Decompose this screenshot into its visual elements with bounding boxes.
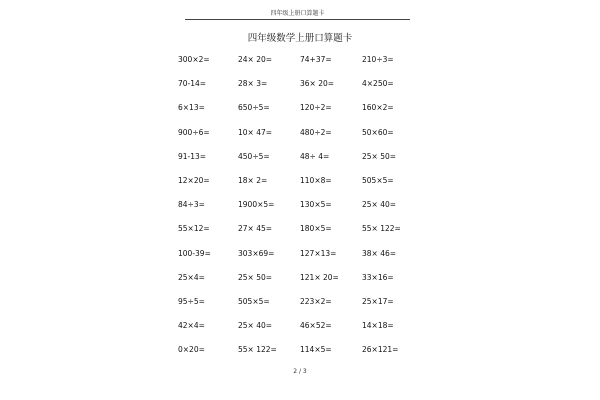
math-problem: 28× 3= xyxy=(238,79,268,89)
math-problem: 130×5= xyxy=(300,200,332,210)
math-problem: 121× 20= xyxy=(300,272,339,282)
math-problem: 10× 47= xyxy=(238,127,273,137)
math-problem: 33×16= xyxy=(362,272,394,282)
math-problem: 1900×5= xyxy=(238,200,275,210)
math-problem: 127×13= xyxy=(300,248,337,258)
math-problem: 25× 40= xyxy=(238,321,273,331)
math-problem: 24× 20= xyxy=(238,55,273,64)
math-problem: 300×2= xyxy=(178,55,210,64)
math-problem: 95÷5= xyxy=(178,296,205,306)
math-problem: 0×20= xyxy=(178,345,205,355)
math-problem: 91-13= xyxy=(178,151,207,161)
math-problem: 55× 122= xyxy=(362,224,401,234)
page-number: 2 / 3 xyxy=(293,368,307,375)
math-problem: 84÷3= xyxy=(178,200,205,210)
math-problem: 38× 46= xyxy=(362,248,397,258)
math-problem: 18× 2= xyxy=(238,175,268,185)
math-problem: 900÷6= xyxy=(178,127,210,137)
math-problem: 303×69= xyxy=(238,248,275,258)
math-problem: 14×18= xyxy=(362,321,394,331)
math-problem: 25×4= xyxy=(178,272,205,282)
math-problem: 100-39= xyxy=(178,248,211,258)
header-divider xyxy=(185,19,410,20)
math-problem: 36× 20= xyxy=(300,79,335,89)
math-problem: 25×17= xyxy=(362,296,394,306)
math-problem: 42×4= xyxy=(178,321,205,331)
math-problem: 480÷2= xyxy=(300,127,332,137)
math-problem: 48÷ 4= xyxy=(300,151,330,161)
math-problem: 55×12= xyxy=(178,224,210,234)
math-problem: 160×2= xyxy=(362,103,394,113)
math-problem: 505×5= xyxy=(362,175,394,185)
math-problem: 55× 122= xyxy=(238,345,277,355)
problem-grid xyxy=(178,53,438,368)
math-problem: 74+37= xyxy=(300,55,332,64)
math-problem: 70-14= xyxy=(178,79,207,89)
math-problem: 25× 50= xyxy=(362,151,397,161)
math-problem: 450÷5= xyxy=(238,151,270,161)
math-problem: 25× 50= xyxy=(238,272,273,282)
math-problem: 4×250= xyxy=(362,79,394,89)
running-header: 四年级上册口算题卡 xyxy=(270,10,325,17)
worksheet-title: 四年级数学上册口算题卡 xyxy=(247,33,353,44)
math-problem: 12×20= xyxy=(178,175,210,185)
math-problem: 505×5= xyxy=(238,296,270,306)
math-problem: 26×121= xyxy=(362,345,399,355)
math-problem: 6×13= xyxy=(178,103,205,113)
math-problem: 27× 45= xyxy=(238,224,273,234)
math-problem: 650÷5= xyxy=(238,103,270,113)
math-problem: 50×60= xyxy=(362,127,394,137)
math-problem: 25× 40= xyxy=(362,200,397,210)
math-problem: 180×5= xyxy=(300,224,332,234)
math-problem: 114×5= xyxy=(300,345,332,355)
math-problem: 46×52= xyxy=(300,321,332,331)
math-problem: 120÷2= xyxy=(300,103,332,113)
math-problem: 110×8= xyxy=(300,175,332,185)
math-problem: 210÷3= xyxy=(362,55,394,64)
math-problem: 223×2= xyxy=(300,296,332,306)
